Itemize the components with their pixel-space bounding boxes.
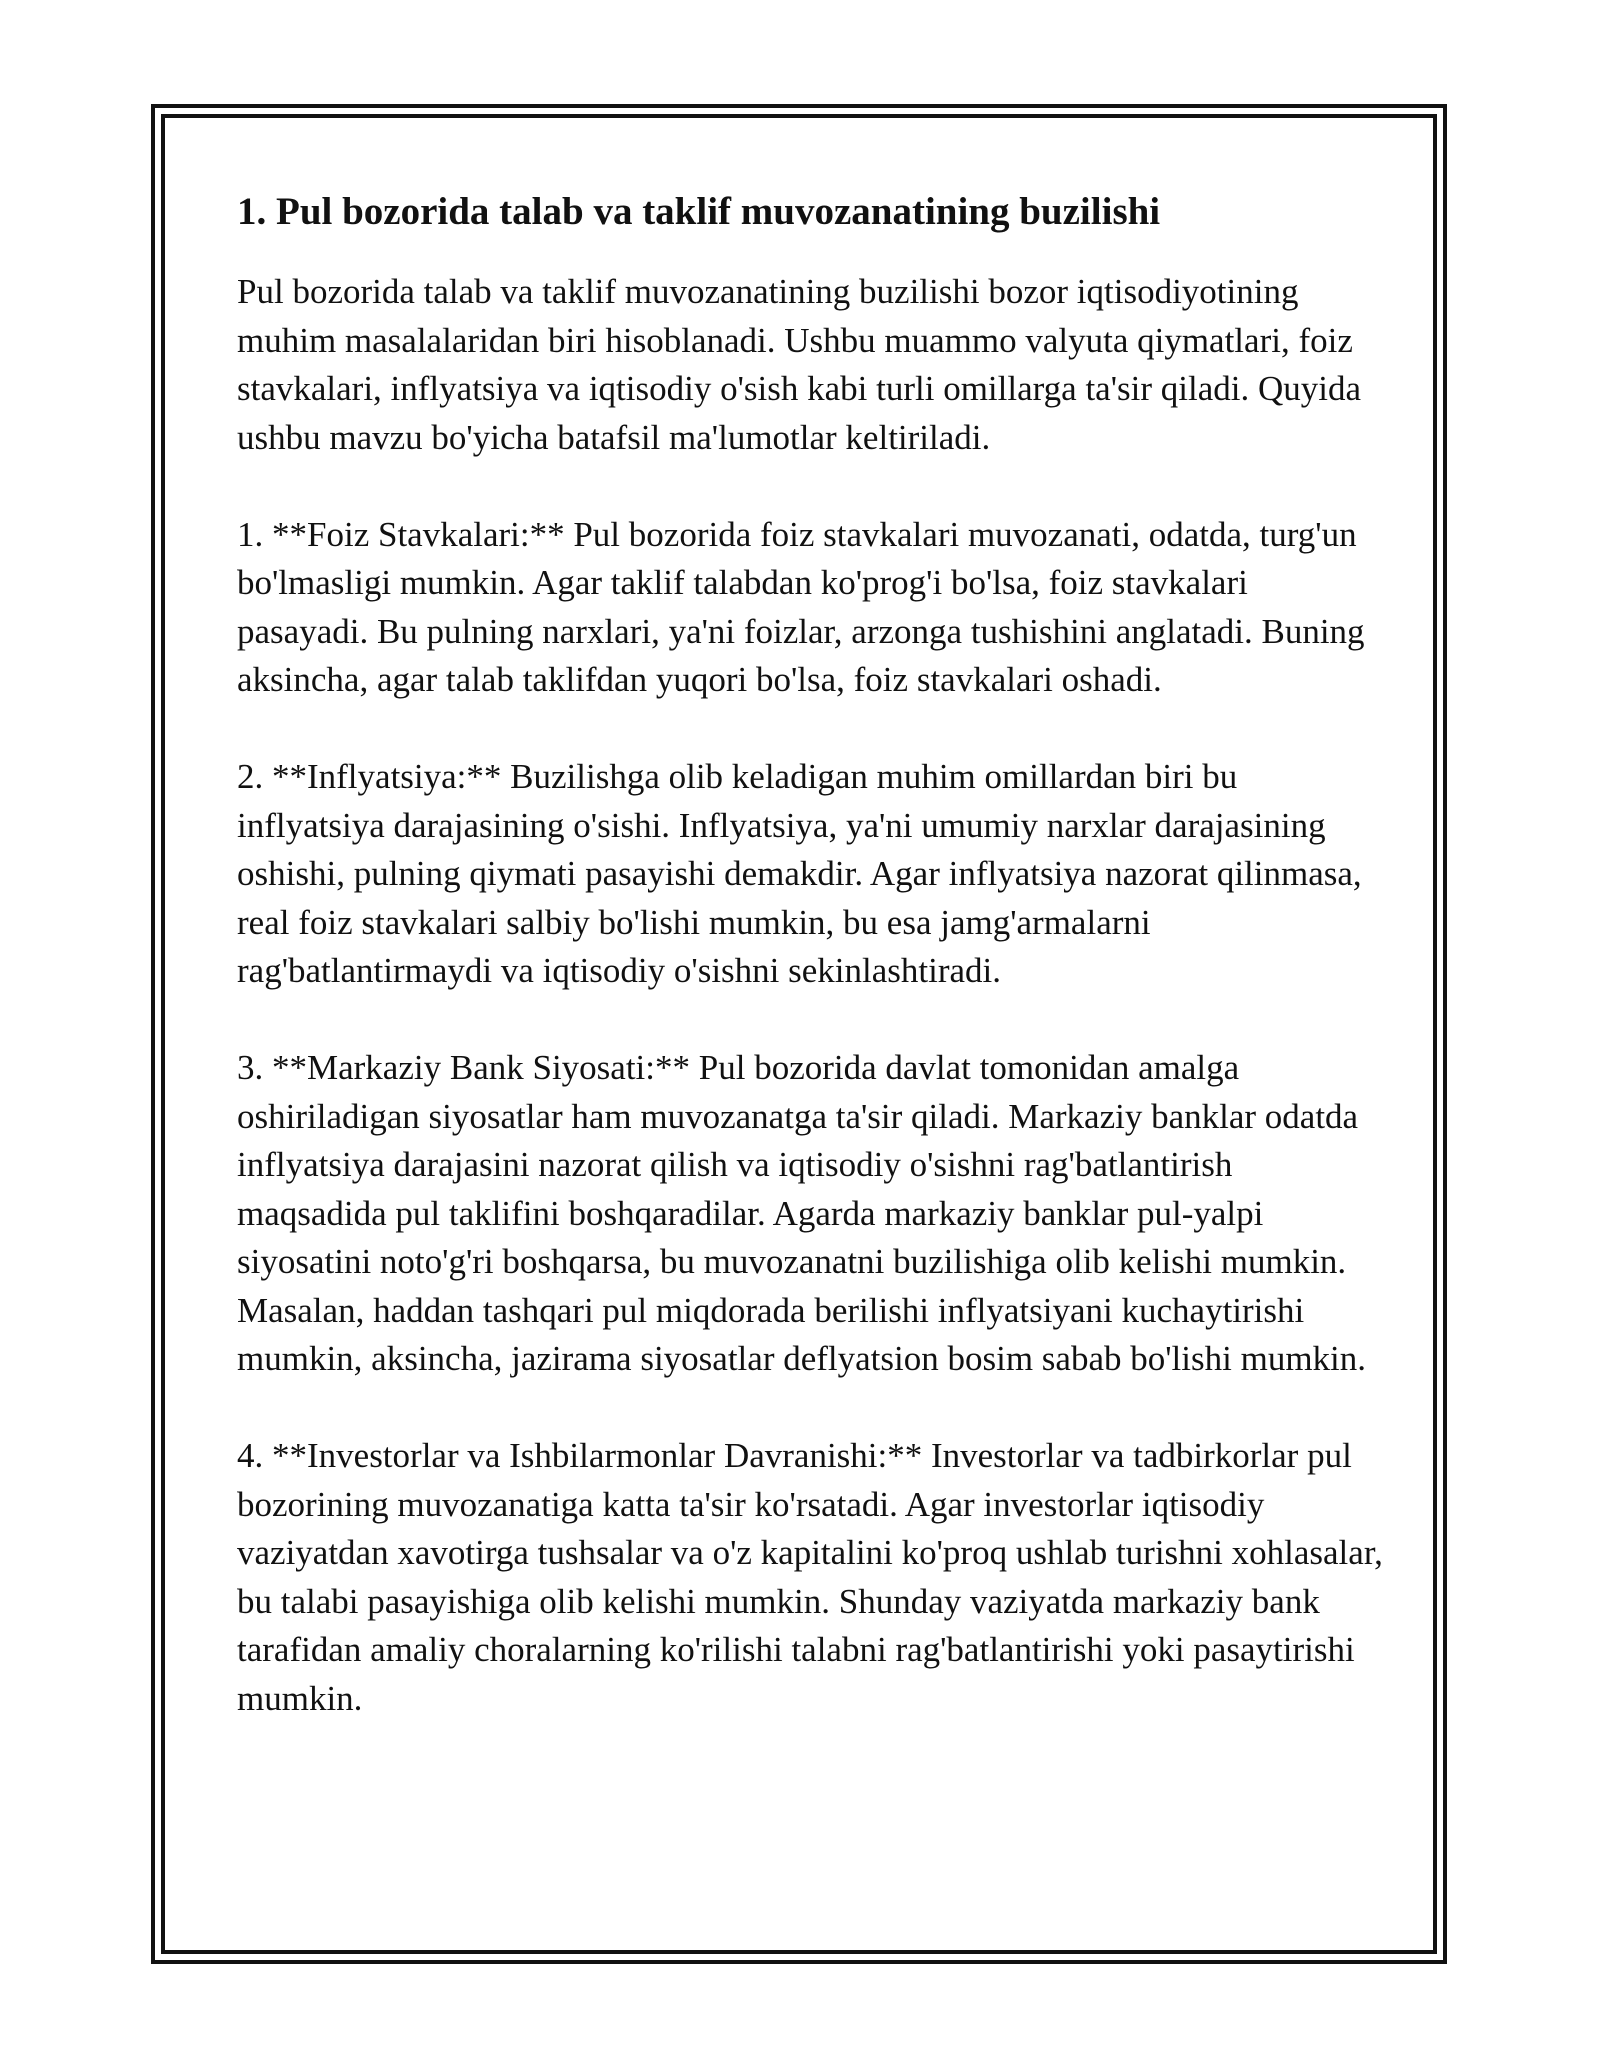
paragraph-investorlar: 4. **Investorlar va Ishbilarmonlar Davranishi:** Investorlar va tadbirkorlar pul bozorining muvozanatiga katta ta'sir ko'rsatadi. Agar investorlar iqtisodiy vaziyatdan xavotirga tushsalar va o'z kapitalini ko'proq ushlab turishni xohlasalar, bu talabi pasayishiga olib kelishi mumkin. Shunday vaziyatda markaziy bank tarafidan amaliy choralarning ko'rilishi talabni rag'batlantirishi yoki pasaytirishi mumkin. xyxy=(237,1436,1383,1718)
document-content xyxy=(237,186,1387,1723)
paragraph-foiz-stavkalari: 1. **Foiz Stavkalari:** Pul bozorida foiz stavkalari muvozanati, odatda, turg'un bo'lmasligi mumkin. Agar taklif talabdan ko'prog'i bo'lsa, foiz stavkalari pasayadi. Bu pulning narxlari, ya'ni foizlar, arzonga tushishini anglatadi. Buning aksincha, agar talab taklifdan yuqori bo'lsa, foiz stavkalari oshadi. xyxy=(237,514,1365,699)
intro-paragraph: Pul bozorida talab va taklif muvozanatining buzilishi bozor iqtisodiyotining muhim masalalaridan biri hisoblanadi. Ushbu muammo valyuta qiymatlari, foiz stavkalari, inflyatsiya va iqtisodiy o'sish kabi turli omillarga ta'sir qiladi. Quyida ushbu mavzu bo'yicha batafsil ma'lumotlar keltiriladi. xyxy=(237,272,1361,457)
paragraph-inflyatsiya: 2. **Inflyatsiya:** Buzilishga olib keladigan muhim omillardan biri bu inflyatsiya darajasining o'sishi. Inflyatsiya, ya'ni umumiy narxlar darajasining oshishi, pulning qiymati pasayishi demakdir. Agar inflyatsiya nazorat qilinmasa, real foiz stavkalari salbiy bo'lishi mumkin, bu esa jamg'armalarni rag'batlantirmaydi va iqtisodiy o'sishni sekinlashtiradi. xyxy=(237,757,1362,990)
paragraph-markaziy-bank: 3. **Markaziy Bank Siyosati:** Pul bozorida davlat tomonidan amalga oshiriladigan siyosatlar ham muvozanatga ta'sir qiladi. Markaziy banklar odatda inflyatsiya darajasini nazorat qilish va iqtisodiy o'sishni rag'batlantirish maqsadida pul taklifini boshqaradilar. Agarda markaziy banklar pul-yalpi siyosatini noto'g'ri boshqarsa, bu muvozanatni buzilishiga olib kelishi mumkin. Masalan, haddan tashqari pul miqdorada berilishi inflyatsiyani kuchaytirishi mumkin, aksincha, jazirama siyosatlar deflyatsion bosim sabab bo'lishi mumkin. xyxy=(237,1048,1367,1378)
document-title: 1. Pul bozorida talab va taklif muvozanatining buzilishi xyxy=(237,190,1161,233)
